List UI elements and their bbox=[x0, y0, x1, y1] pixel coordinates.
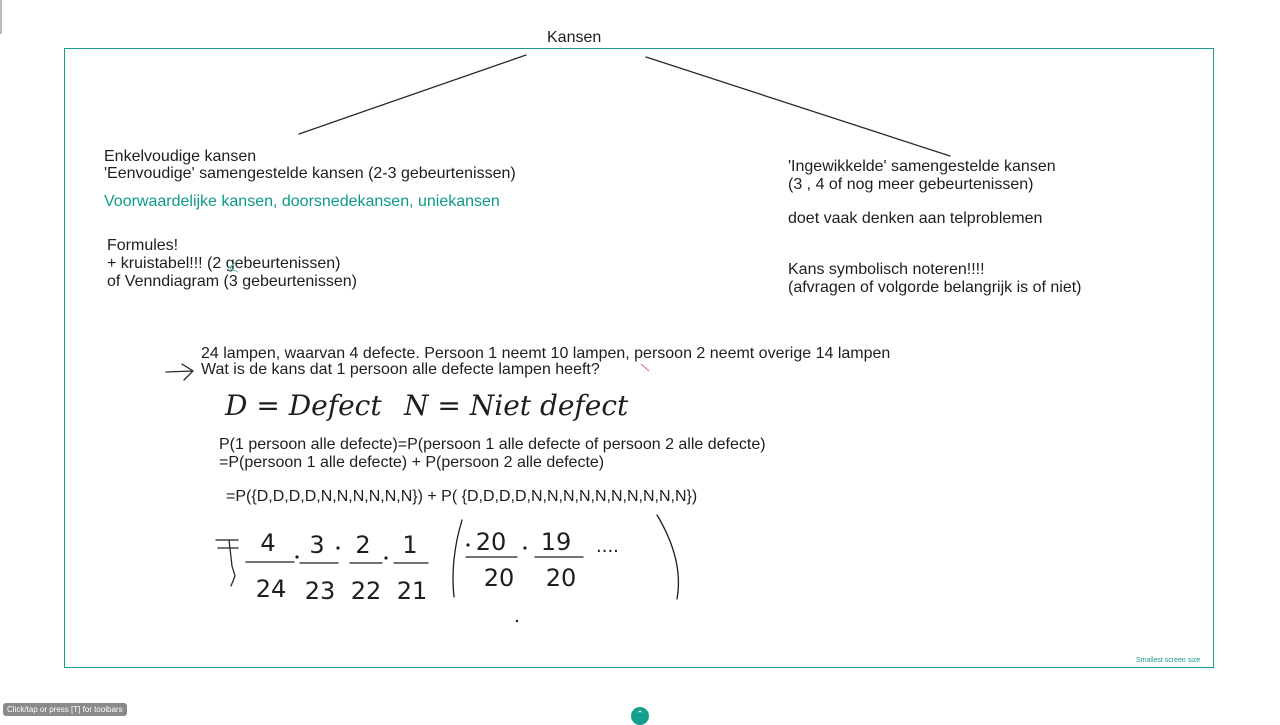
complex-events-label: (3 , 4 of nog meer gebeurtenissen) bbox=[788, 176, 1034, 193]
toolbar-hint[interactable]: Click/tap or press [T] for toolbars bbox=[3, 703, 127, 716]
numerator-1: 4 bbox=[260, 529, 276, 557]
denominator-6: 20 bbox=[545, 564, 577, 592]
denominator-5: 20 bbox=[483, 564, 515, 592]
smallest-screen-size-link[interactable]: Smallest screen size bbox=[1136, 657, 1201, 664]
numerator-4: 1 bbox=[402, 531, 418, 559]
solution-step-1: P(1 persoon alle defecte)=P(persoon 1 alle defecte of persoon 2 alle defecte) bbox=[219, 436, 766, 453]
simple-compound-label: 'Eenvoudige' samengestelde kansen (2-3 gebeurtenissen) bbox=[104, 165, 516, 182]
problem-statement: 24 lampen, waarvan 4 defecte. Persoon 1 neemt 10 lampen, persoon 2 neemt overige 14 lampen bbox=[201, 345, 891, 362]
problem-question: Wat is de kans dat 1 persoon alle defecte lampen heeft? bbox=[201, 361, 600, 378]
order-matters-label: (afvragen of volgorde belangrijk is of niet) bbox=[788, 279, 1082, 296]
complex-compound-label: 'Ingewikkelde' samengestelde kansen bbox=[788, 158, 1056, 175]
symbolic-notation-label: Kans symbolisch noteren!!!! bbox=[788, 261, 985, 278]
numerator-3: 2 bbox=[355, 531, 371, 559]
numerator-6: 19 bbox=[540, 528, 572, 556]
crosstab-label: + kruistabel!!! (2 gebeurtenissen) bbox=[107, 255, 341, 272]
denominator-3: 22 bbox=[350, 577, 382, 605]
denominator-2: 23 bbox=[304, 577, 336, 605]
denominator-4: 21 bbox=[396, 577, 428, 605]
counting-problems-label: doet vaak denken aan telproblemen bbox=[788, 210, 1043, 227]
solution-step-2: =P(persoon 1 alle defecte) + P(persoon 2 alle defecte) bbox=[219, 454, 605, 471]
legend-not-defect: N = Niet defect bbox=[404, 389, 629, 422]
expand-button[interactable] bbox=[631, 707, 649, 725]
solution-step-3: =P({D,D,D,D,N,N,N,N,N,N}) + P( {D,D,D,D,N,N,N,N,N,N,N,N,N,N}) bbox=[226, 488, 698, 505]
numerator-5: 20 bbox=[475, 528, 507, 556]
window-edge bbox=[0, 0, 2, 34]
numerator-2: 3 bbox=[309, 531, 325, 559]
conditional-probability-label: Voorwaardelijke kansen, doorsnedekansen, uniekansen bbox=[104, 193, 500, 210]
denominator-1: 24 bbox=[255, 575, 287, 603]
chevron-up-icon: ⌃ bbox=[636, 709, 644, 719]
venn-diagram-label: of Venndiagram (3 gebeurtenissen) bbox=[107, 273, 357, 290]
legend-defect: D = Defect bbox=[225, 389, 382, 422]
page-title: Kansen bbox=[547, 29, 602, 46]
single-probability-label: Enkelvoudige kansen bbox=[104, 148, 257, 165]
ellipsis: .... bbox=[596, 536, 619, 557]
formulas-label: Formules! bbox=[107, 237, 179, 254]
